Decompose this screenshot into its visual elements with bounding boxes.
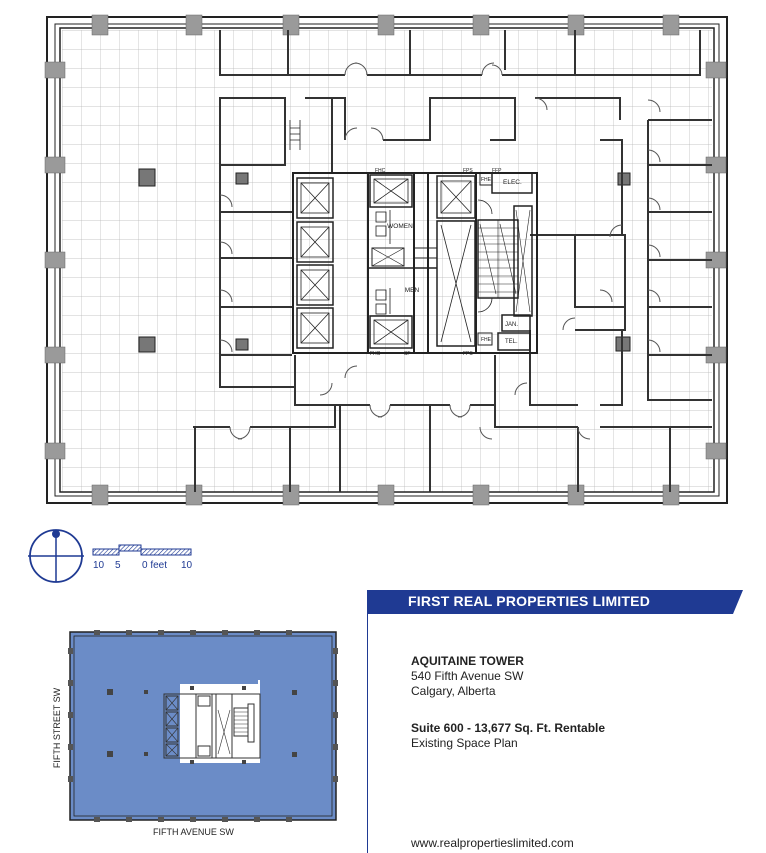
building-address-line1: 540 Fifth Avenue SW (411, 669, 524, 683)
building-info (411, 654, 605, 751)
building-address-line2: Calgary, Alberta (411, 684, 496, 698)
label-fhe-top: FHE (481, 177, 491, 183)
key-plan (66, 628, 340, 824)
website-link[interactable]: www.realpropertieslimited.com (411, 836, 574, 850)
scale-label-5: 5 (115, 560, 121, 571)
label-fhc-bottom: FHC (370, 351, 381, 357)
title-panel-divider (367, 614, 368, 853)
building-name: AQUITAINE TOWER (411, 654, 524, 668)
suite-subtitle: Existing Space Plan (411, 736, 518, 750)
street-label-fifth-avenue: FIFTH AVENUE SW (153, 827, 234, 837)
company-name: FIRST REAL PROPERTIES LIMITED (408, 593, 651, 609)
label-fhe-bottom: FHE (481, 337, 491, 343)
scale-label-0-feet: 0 feet (142, 560, 168, 571)
label-women: WOMEN (387, 223, 413, 230)
label-jan: JAN. (505, 322, 519, 328)
label-sf-bottom: SF (404, 351, 411, 357)
label-tel: TEL. (505, 339, 518, 345)
label-ffp-top: FFP (492, 168, 502, 174)
label-fhc-top: FHC (375, 168, 386, 174)
scale-label-10-right: 10 (181, 560, 193, 571)
label-elec: ELEC. (503, 179, 522, 186)
label-fps-bottom: FPS (463, 351, 473, 357)
label-men: MEN (404, 287, 420, 294)
label-fps-top: FPS (463, 168, 473, 174)
suite-title: Suite 600 - 13,677 Sq. Ft. Rentable (411, 721, 606, 735)
north-arrow (26, 526, 88, 586)
street-label-fifth-street: FIFTH STREET SW (52, 687, 62, 769)
scale-label-10-left: 10 (93, 560, 105, 571)
scale-bar (90, 542, 200, 558)
